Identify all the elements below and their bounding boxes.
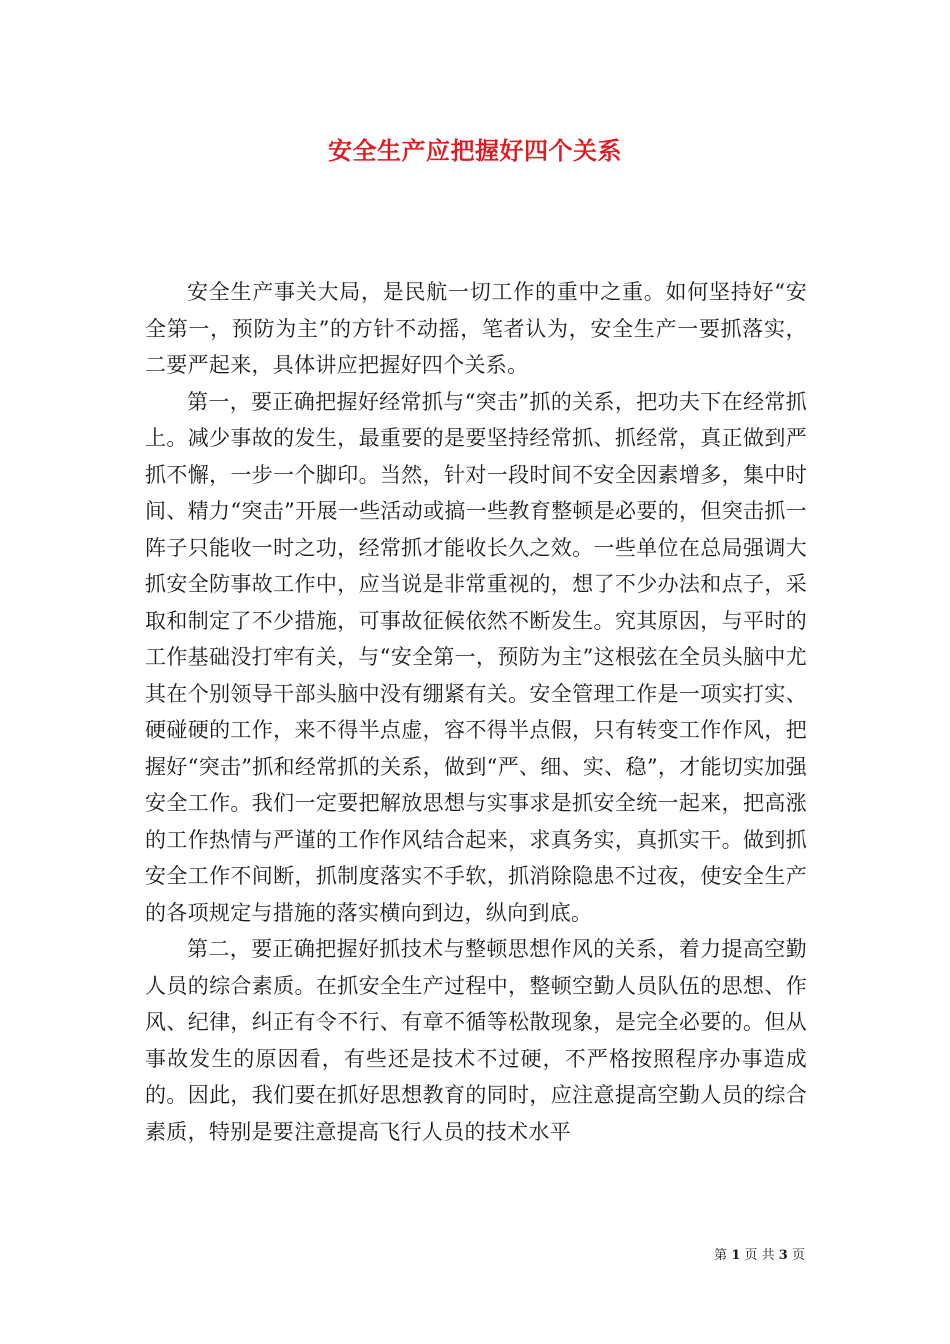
- paragraph-intro: 安全生产事关大局，是民航一切工作的重中之重。如何坚持好“安全第一，预防为主”的方针不动摇，笔者认为，安全生产一要抓落实，二要严起来，具体讲应把握好四个关系。: [145, 280, 807, 377]
- footer-middle: 页 共: [744, 1248, 775, 1263]
- document-title: 安全生产应把握好四个关系: [328, 136, 622, 165]
- paragraph-first-relation: 第一，要正确把握好经常抓与“突击”抓的关系，把功夫下在经常抓上。减少事故的发生，最重要的是要坚持经常抓、抓经常，真正做到严抓不懈，一步一个脚印。当然，针对一段时间不安全因素增多，集中时间、精力“突击”开展一些活动或搞一些教育整顿是必要的，但突击抓一阵子只能收一时之功，经常抓才能收长久之效。一些单位在总局强调大抓安全防事故工作中，应当说是非常重视的，想了不少办法和点子，采取和制定了不少措施，可事故征候依然不断发生。究其原因，与平时的工作基础没打牢有关，与“安全第一，预防为主”这根弦在全员头脑中尤其在个别领导干部头脑中没有绷紧有关。安全管理工作是一项实打实、硬碰硬的工作，来不得半点虚，容不得半点假，只有转变工作作风，把握好“突击”抓和经常抓的关系，做到“严、细、实、稳”，才能切实加强安全工作。我们一定要把解放思想与实事求是抓安全统一起来，把高涨的工作热情与严谨的工作作风结合起来，求真务实，真抓实干。做到抓安全工作不间断，抓制度落实不手软，抓消除隐患不过夜，使安全生产的各项规定与措施的落实横向到边，纵向到底。: [145, 389, 807, 925]
- footer-prefix: 第: [714, 1248, 728, 1263]
- document-body: [145, 274, 807, 1150]
- current-page-number: 1: [731, 1248, 741, 1263]
- footer-suffix: 页: [791, 1248, 805, 1263]
- page-number-footer: [714, 1247, 805, 1265]
- total-pages-number: 3: [778, 1248, 788, 1263]
- paragraph-second-relation: 第二，要正确把握好抓技术与整顿思想作风的关系，着力提高空勤人员的综合素质。在抓安全生产过程中，整顿空勤人员队伍的思想、作风、纪律，纠正有令不行、有章不循等松散现象，是完全必要的。但从事故发生的原因看，有些还是技术不过硬，不严格按照程序办事造成的。因此，我们要在抓好思想教育的同时，应注意提高空勤人员的综合素质，特别是要注意提高飞行人员的技术水平: [145, 937, 807, 1144]
